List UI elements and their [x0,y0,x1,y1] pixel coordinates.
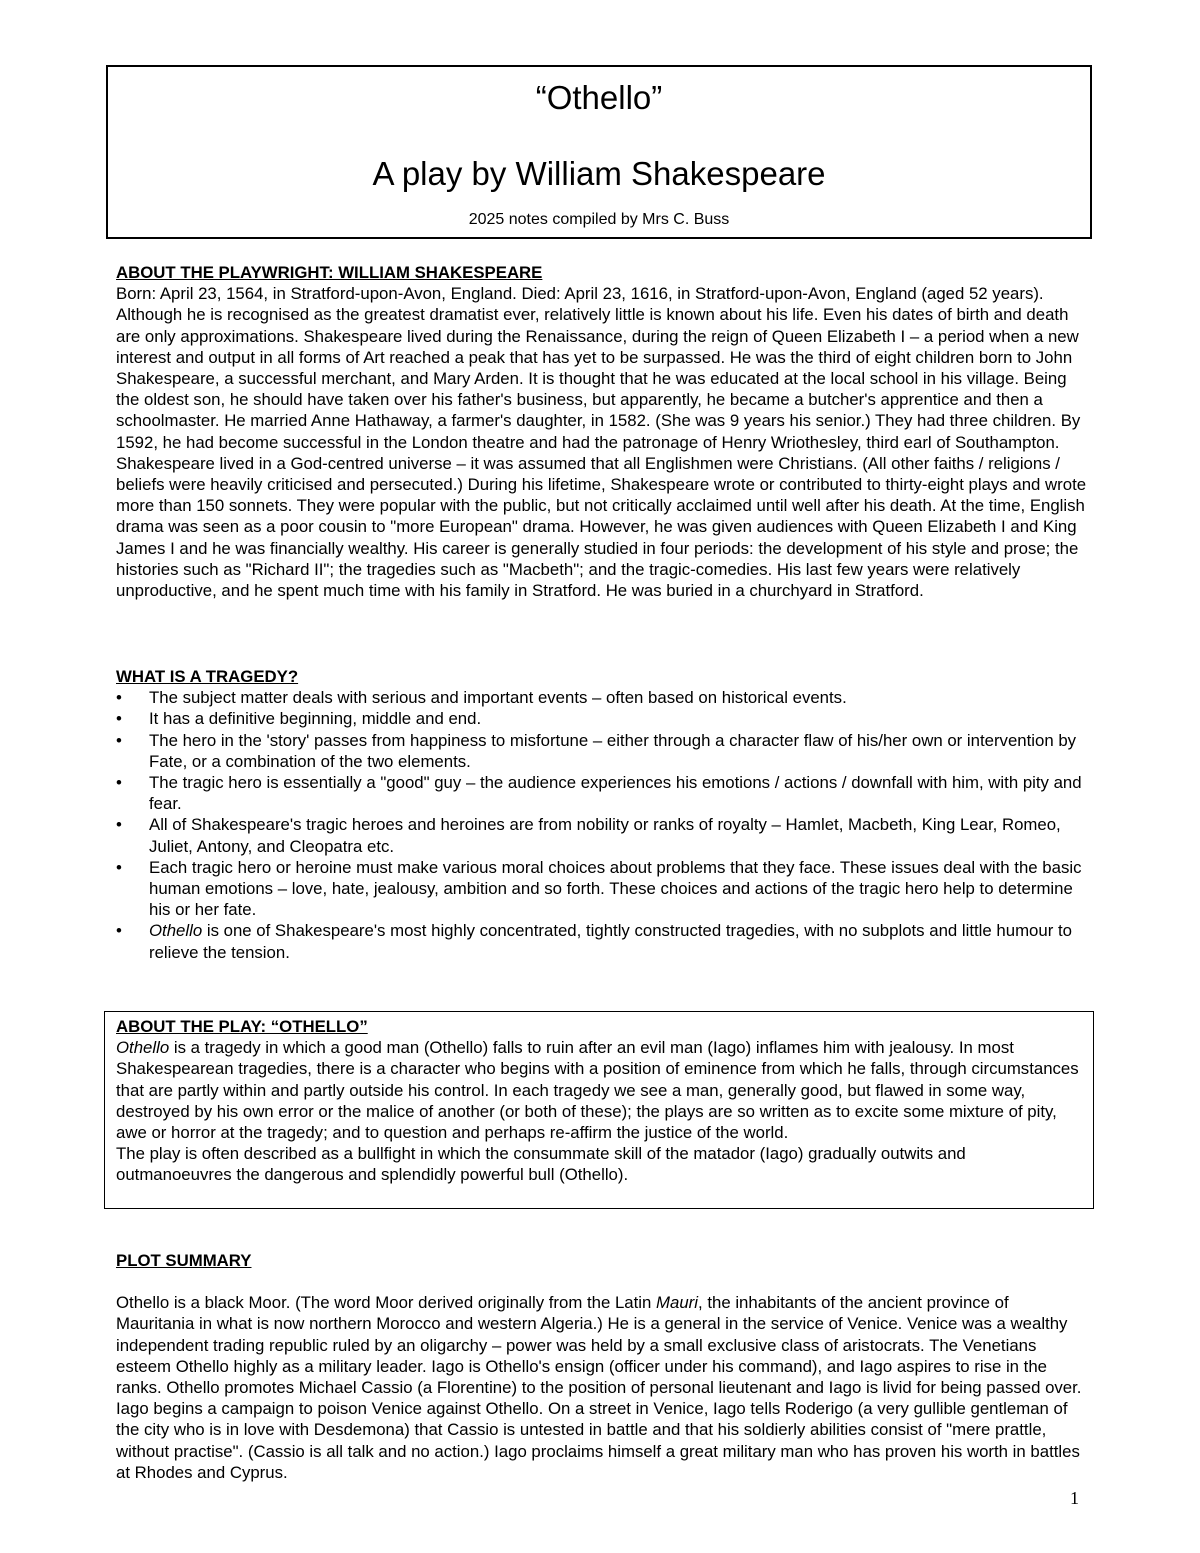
compiler-note: 2025 notes compiled by Mrs C. Buss [468,211,730,228]
list-item: • Othello is one of Shakespeare's most highly concentrated, tightly constructed tragedies, with no subplots and little humour to relieve the tension. [116,921,1072,962]
bullet-icon: • [116,730,122,750]
document-subtitle: A play by William Shakespeare [372,155,826,192]
playwright-body: Born: April 23, 1564, in Stratford-upon-Avon, England. Died: April 23, 1616, in Stratford-upon-Avon, England (aged 52 years). Although he is recognised as the greatest dramatist ever, relatively little is known about his life. Even his dates of birth and death are only approximations. Shakespeare lived during the Renaissance, during the reign of Queen Elizabeth I – a period when a new interest and output in all forms of Art reached a peak that has yet to be surpassed. He was the third of eight children born to John Shakespeare, a successful merchant, and Mary Arden. It is thought that he was educated at the local school in his village. Being the oldest son, he should have taken over his father's business, but apparently, he became a butcher's apprentice and then a schoolmaster. He married Anne Hathaway, a farmer's daughter, in 1582. (She was 9 years his senior.) They had three children. By 1592, he had become successful in the London theatre and had the patronage of Henry Wriothesley, third earl of Southampton. Shakespeare lived in a God-centred universe – it was assumed that all Englishmen were Christians. (All other faiths / religions / beliefs were heavily criticised and persecuted.) During his lifetime, Shakespeare wrote or contributed to thirty-eight plays and wrote more than 150 sonnets. They were popular with the public, but not critically acclaimed until well after his death. At the time, English drama was seen as a poor cousin to "more European" drama. However, he was given audiences with Queen Elizabeth I and King James I and he was financially wealthy. His career is generally studied in four periods: the development of his style and prose; the histories such as "Richard II"; the tragedies such as "Macbeth"; and the tragic-comedies. His last few years were relatively unproductive, and he spent much time with his family in Stratford. He was buried in a churchyard in Stratford. [116,284,1087,601]
bullet-icon: • [116,815,122,835]
about-play-paragraph: Othello is a tragedy in which a good man (Othello) falls to ruin after an evil man (Iago) inflames him with jealousy. In most Shakespearean tragedies, there is a character who begins with a position of eminence from which he falls, through circumstances that are partly within and partly outside his control. In each tragedy we see a man, generally good, but flawed in some way, destroyed by his own error or the malice of another (or both of these); the plays are so written as to excite some mixture of pity, awe or horror at the tragedy; and to question and perhaps re-affirm the justice of the world. [116,1038,1079,1143]
list-item: • The subject matter deals with serious and important events – often based on historical events. [116,688,847,708]
about-play-heading: ABOUT THE PLAY: “OTHELLO” [116,1017,368,1036]
list-item: • The tragic hero is essentially a "good" guy – the audience experiences his emotions / actions / downfall with him, with pity and fear. [116,773,1082,814]
list-item: • The hero in the 'story' passes from happiness to misfortune – either through a character flaw of his/her own or intervention by Fate, or a combination of the two elements. [116,730,1077,771]
page-number: 1 [1070,1488,1079,1508]
title-box [106,65,1092,239]
bullet-icon: • [116,773,122,793]
about-play-box [104,1011,1094,1209]
document-title: “Othello” [535,79,663,116]
plot-body: Othello is a black Moor. (The word Moor derived originally from the Latin Mauri, the inhabitants of the ancient province of Mauritania in what is now northern Morocco and western Algeria.) He is a general in the service of Venice. Venice was a wealthy independent trading republic ruled by an oligarchy – power was held by a small exclusive class of aristocrats. The Venetians esteem Othello highly as a military leader. Iago is Othello's ensign (officer under his command), and Iago aspires to rise in the ranks. Othello promotes Michael Cassio (a Florentine) to the position of personal lieutenant and Iago is livid for being passed over. Iago begins a campaign to poison Venice against Othello. On a street in Venice, Iago tells Roderigo (a very gullible gentleman of the city who is in love with Desdemona) that Cassio is untested in battle and that his soldierly abilities consist of "mere prattle, without practise". (Cassio is all talk and no action.) Iago proclaims himself a great military man who has proven his worth in battles at Rhodes and Cyprus. [116,1293,1082,1482]
tragedy-heading: WHAT IS A TRAGEDY? [116,667,299,686]
bullet-icon: • [116,709,122,729]
plot-heading: PLOT SUMMARY [116,1251,252,1270]
list-item: • It has a definitive beginning, middle and end. [116,709,482,729]
bullet-icon: • [116,688,122,708]
about-play-paragraph: The play is often described as a bullfight in which the consummate skill of the matador (Iago) gradually outwits and outmanoeuvres the dangerous and splendidly powerful bull (Othello). [116,1144,966,1185]
bullet-icon: • [116,857,122,877]
playwright-heading: ABOUT THE PLAYWRIGHT: WILLIAM SHAKESPEARE [116,263,543,282]
plot-section [116,1250,1090,1483]
bullet-icon: • [116,921,122,941]
list-item: • Each tragic hero or heroine must make various moral choices about problems that they face. These issues deal with the basic human emotions – love, hate, jealousy, ambition and so forth. These choices and actions of the tragic hero help to determine his or her fate. [116,857,1082,920]
list-item: • All of Shakespeare's tragic heroes and heroines are from nobility or ranks of royalty – Hamlet, Macbeth, King Lear, Romeo, Juliet, Antony, and Cleopatra etc. [116,815,1061,856]
tragedy-section [116,666,1090,963]
tragedy-list [116,687,1090,963]
playwright-section [116,262,1090,601]
